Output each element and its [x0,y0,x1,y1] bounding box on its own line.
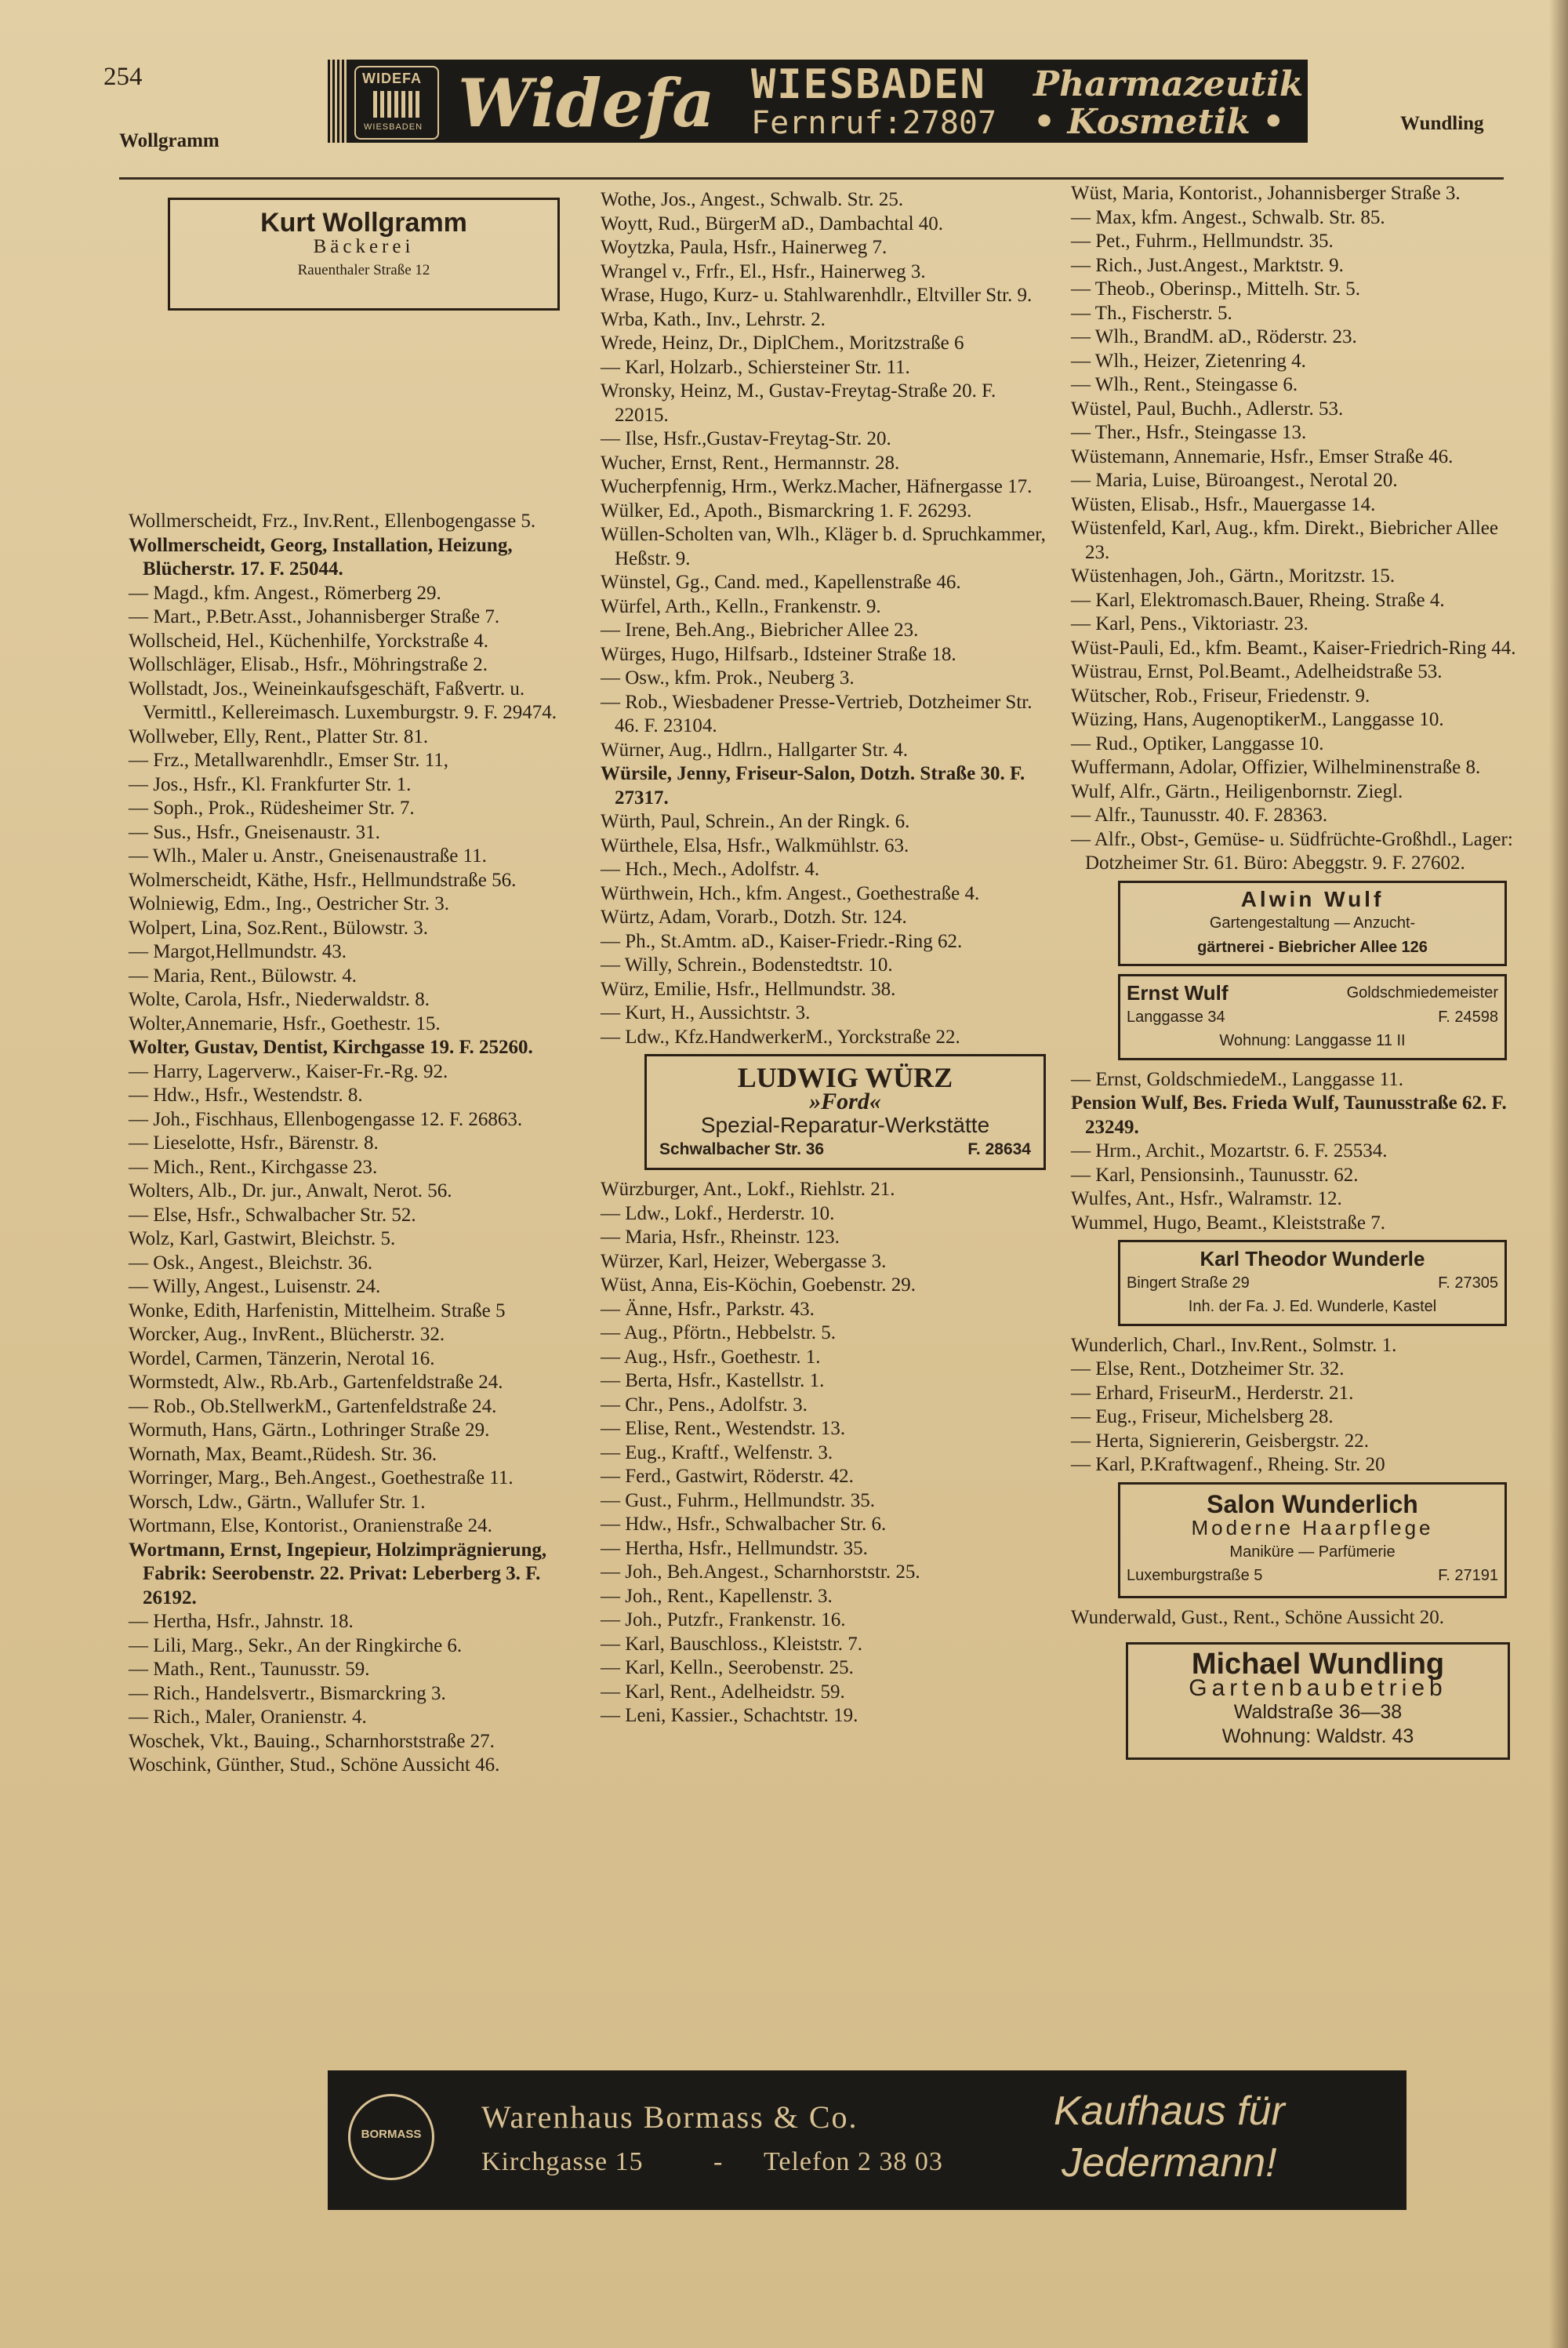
directory-entry: Wrase, Hugo, Kurz- u. Stahlwarenhdlr., Eltviller Str. 9. [601,285,1033,306]
ad-phone: F. 27305 [1438,1274,1498,1292]
ad-address: Rauenthaler Straße 12 [297,262,430,278]
directory-entry: Würfel, Arth., Kelln., Frankenstr. 9. [601,595,881,617]
ad-salon-wunderlich [1118,1482,1507,1598]
directory-entry: Würner, Aug., Hdlrn., Hallgarter Str. 4. [601,739,908,761]
directory-entry: — Joh., Fischhaus, Ellenbogengasse 12. F. 26863. [129,1108,523,1130]
directory-entry: — Leni, Kassier., Schachtstr. 19. [601,1705,858,1726]
directory-entry: Wothe, Jos., Angest., Schwalb. Str. 25. [601,189,904,210]
directory-entry: — Rich., Maler, Oranienstr. 4. [129,1706,367,1728]
directory-entry: Wollstadt, Jos., Weineinkaufsgeschäft, Faßvertr. u. Vermittl., Kellereimasch. Luxemburgstr. 9. F. 29474. [129,678,557,723]
directory-entry: Wortmann, Ernst, Ingepieur, Holzimprägnierung, Fabrik: Seerobenstr. 22. Privat: Leberberg 3. F. 26192. [129,1539,547,1608]
footer-separator: - [713,2147,723,2176]
directory-entry: Pension Wulf, Bes. Frieda Wulf, Taunusstraße 62. F. 23249. [1071,1092,1507,1138]
directory-entry: — Hch., Mech., Adolfstr. 4. [601,859,820,880]
directory-entry: Wolniewig, Edm., Ing., Oestricher Str. 3. [129,893,450,914]
directory-entry: — Joh., Beh.Angest., Scharnhorststr. 25. [601,1561,920,1583]
seal-text: BORMASS [361,2128,422,2141]
ad-trade: Goldschmiedemeister [1346,984,1498,1001]
banner-line1: Pharmazeutik [1033,64,1304,104]
directory-entry: Wolters, Alb., Dr. jur., Anwalt, Nerot. 56. [129,1180,452,1201]
directory-entry: — Karl, Kelln., Seerobenstr. 25. [601,1657,854,1678]
ad-trade: Bäckerei [313,235,415,257]
directory-entry: Wronsky, Heinz, M., Gustav-Freytag-Straße 20. F. 22015. [601,380,996,426]
left-headword: Wollgramm [119,130,220,151]
directory-entry: — Soph., Prok., Rüdesheimer Str. 7. [129,798,415,819]
directory-entry: Wordel, Carmen, Tänzerin, Nerotal 16. [129,1347,435,1369]
column-2 [601,188,1047,1728]
directory-entry: Wulf, Alfr., Gärtn., Heiligenbornstr. Ziegl. [1071,780,1403,802]
ad-line2: gärtnerei - Biebricher Allee 126 [1197,938,1428,956]
directory-entry: Wülker, Ed., Apoth., Bismarckring 1. F. 26293. [601,500,972,522]
directory-entry: — Hrm., Archit., Mozartstr. 6. F. 25534. [1071,1140,1388,1161]
directory-entry: — Joh., Putzfr., Frankenstr. 16. [601,1609,846,1630]
directory-entry: — Hertha, Hsfr., Jahnstr. 18. [129,1611,354,1632]
directory-entry: — Ldw., Kfz.HandwerkerM., Yorckstraße 22. [601,1026,960,1048]
directory-entry: — Wlh., Heizer, Zietenring 4. [1071,350,1306,372]
directory-entry: — Aug., Hsfr., Goethestr. 1. [601,1346,821,1368]
banner-brand: Widefa [458,64,715,142]
directory-entry: — Else, Hsfr., Schwalbacher Str. 52. [129,1204,416,1226]
directory-entry: — Karl, Pensionsinh., Taunusstr. 62. [1071,1164,1359,1186]
directory-entry: Wüsten, Elisab., Hsfr., Mauergasse 14. [1071,493,1376,515]
logo-text: WIDEFA [362,71,422,86]
directory-entry: — Eug., Kraftf., Welfenstr. 3. [601,1441,833,1463]
directory-entry: — Pet., Fuhrm., Hellmundstr. 35. [1071,231,1334,252]
directory-entry: — Karl, Holzarb., Schiersteiner Str. 11. [601,356,910,378]
directory-entry: Würsile, Jenny, Friseur-Salon, Dotzh. Straße 30. F. 27317. [601,763,1025,809]
directory-entry: — Math., Rent., Taunusstr. 59. [129,1659,370,1680]
directory-entry: — Th., Fischerstr. 5. [1071,302,1232,324]
directory-entry: — Hertha, Hsfr., Hellmundstr. 35. [601,1537,868,1559]
directory-entry: — Karl, Elektromasch.Bauer, Rheing. Straße 4. [1071,589,1445,611]
directory-entry: Wormuth, Hans, Gärtn., Lothringer Straße 29. [129,1419,490,1441]
ad-address: Schwalbacher Str. 36 [659,1139,825,1158]
directory-entry: Worringer, Marg., Beh.Angest., Goethestraße 11. [129,1467,514,1488]
ad-title-row [1127,981,1498,1005]
directory-entry: — Rich., Just.Angest., Marktstr. 9. [1071,254,1344,276]
directory-entry: — Ph., St.Amtm. aD., Kaiser-Friedr.-Ring 62. [601,930,963,952]
ad-michael-wundling [1126,1642,1510,1760]
bormass-seal-icon [348,2094,434,2180]
banner-stripes [328,60,348,143]
directory-entry: Wünstel, Gg., Cand. med., Kapellenstraße 46. [601,572,961,593]
entry-list-col3a [1071,182,1518,876]
directory-entry: — Ferd., Gastwirt, Röderstr. 42. [601,1466,854,1487]
directory-entry: — Lieselotte, Hsfr., Bärenstr. 8. [129,1132,379,1154]
directory-entry: Wüstel, Paul, Buchh., Adlerstr. 53. [1071,398,1344,420]
directory-entry: Würzburger, Ant., Lokf., Riehlstr. 21. [601,1179,895,1200]
directory-entry: — Rob., Ob.StellwerkM., Gartenfeldstraße 24. [129,1395,497,1417]
directory-entry: Würthele, Elsa, Hsfr., Walkmühlstr. 63. [601,834,909,856]
directory-entry: — Herta, Signiererin, Geisbergstr. 22. [1071,1430,1370,1452]
directory-entry: Wunderlich, Charl., Inv.Rent., Solmstr. 1. [1071,1334,1397,1356]
directory-entry: Wollmerscheidt, Frz., Inv.Rent., Ellenbogengasse 5. [129,511,536,532]
ad-alwin-wulf [1118,881,1507,967]
ad-contact-row [652,1138,1039,1162]
directory-entry: — Maria, Hsfr., Rheinstr. 123. [601,1227,840,1248]
footer-address: Kirchgasse 15 [481,2147,644,2176]
directory-entry: Wüstenhagen, Joh., Gärtn., Moritzstr. 15. [1071,565,1396,587]
directory-entry: — Osk., Angest., Bleichstr. 36. [129,1252,373,1274]
directory-entry: Wollscheid, Hel., Küchenhilfe, Yorckstraße 4. [129,630,488,652]
right-headword: Wundling [1400,113,1484,134]
ad-phone: F. 24598 [1438,1008,1498,1026]
ad-name: Alwin Wulf [1240,886,1385,911]
directory-entry: Würz, Emilie, Hsfr., Hellmundstr. 38. [601,978,896,1000]
directory-entry: — Ernst, GoldschmiedeM., Langgasse 11. [1071,1068,1403,1090]
directory-entry: — Sus., Hsfr., Gneisenaustr. 31. [129,821,380,843]
directory-entry: — Berta, Hsfr., Kastellstr. 1. [601,1370,825,1391]
bormass-footer-ad [328,2070,1406,2210]
directory-entry: — Hdw., Hsfr., Schwalbacher Str. 6. [601,1514,887,1535]
entry-list-col3c [1071,1334,1518,1477]
directory-entry: Würges, Hugo, Hilfsarb., Idsteiner Straße 18. [601,643,956,665]
column-3 [1071,182,1518,1760]
logo-city: WIESBADEN [364,122,423,132]
ad-ludwig-wuerz [644,1054,1046,1170]
directory-entry: — Ther., Hsfr., Steingasse 13. [1071,422,1307,443]
directory-entry: Worcker, Aug., InvRent., Blücherstr. 32. [129,1324,445,1345]
directory-entry: — Lili, Marg., Sekr., An der Ringkirche 6. [129,1634,463,1656]
directory-entry: Wolz, Karl, Gastwirt, Bleichstr. 5. [129,1228,396,1249]
directory-entry: Wüllen-Scholten van, Wlh., Kläger b. d. Spruchkammer, Heßstr. 9. [601,524,1046,569]
directory-entry: Wrba, Kath., Inv., Lehrstr. 2. [601,308,826,330]
ad-contact-row [1127,1564,1498,1588]
directory-entry: — Ilse, Hsfr.,Gustav-Freytag-Str. 20. [601,428,891,449]
directory-entry: Wonke, Edith, Harfenistin, Mittelheim. Straße 5 [129,1299,506,1321]
directory-entry: Wollmerscheidt, Georg, Installation, Heizung, Blücherstr. 17. F. 25044. [129,534,513,580]
directory-entry: — Wlh., BrandM. aD., Röderstr. 23. [1071,326,1357,347]
entry-list-col3d [1071,1606,1518,1630]
directory-entry: Wollschläger, Elisab., Hsfr., Möhringstraße 2. [129,654,488,675]
ad-contact-row [1127,1271,1498,1296]
footer-name: Warenhaus Bormass & Co. [481,2099,858,2135]
directory-entry: — Else, Rent., Dotzheimer Str. 32. [1071,1358,1345,1379]
ad-phone: F. 28634 [967,1139,1031,1158]
directory-entry: — Elise, Rent., Westendstr. 13. [601,1418,846,1439]
ad-services: Maniküre — Parfümerie [1229,1543,1396,1561]
directory-entry: — Rob., Wiesbadener Presse-Vertrieb, Dotzheimer Str. 46. F. 23104. [601,691,1033,736]
directory-entry: — Eug., Friseur, Michelsberg 28. [1071,1406,1334,1427]
ad-home: Wohnung: Langgasse 11 II [1219,1032,1406,1049]
ad-name: Michael Wundling [1191,1648,1445,1681]
directory-entry: — Theob., Oberinsp., Mittelh. Str. 5. [1071,278,1360,300]
directory-entry: Würzer, Karl, Heizer, Webergasse 3. [601,1250,887,1272]
directory-entry: — Harry, Lagerverw., Kaiser-Fr.-Rg. 92. [129,1060,448,1082]
directory-entry: — Maria, Rent., Bülowstr. 4. [129,965,357,987]
directory-entry: Würthwein, Hch., kfm. Angest., Goethestraße 4. [601,882,980,904]
directory-entry: — Gust., Fuhrm., Hellmundstr. 35. [601,1489,876,1511]
directory-entry: — Maria, Luise, Büroangest., Nerotal 20. [1071,470,1398,491]
directory-entry: — Wlh., Rent., Steingasse 6. [1071,374,1298,395]
directory-entry: Wollweber, Elly, Rent., Platter Str. 81. [129,725,429,747]
directory-entry: Wuffermann, Adolar, Offizier, Wilhelminenstraße 8. [1071,757,1481,778]
directory-entry: Wütscher, Rob., Friseur, Friedenstr. 9. [1071,685,1370,707]
directory-entry: Wrede, Heinz, Dr., DiplChem., Moritzstraße 6 [601,333,964,354]
ad-contact-row [1127,1005,1498,1030]
ad-ernst-wulf [1118,974,1507,1060]
ad-phone: F. 27191 [1438,1567,1498,1584]
directory-entry: Wolpert, Lina, Soz.Rent., Bülowstr. 3. [129,917,428,939]
directory-entry: — Willy, Schrein., Bodenstedtstr. 10. [601,954,893,976]
directory-entry: — Karl, Rent., Adelheidstr. 59. [601,1681,845,1703]
footer-slogan-2: Jedermann! [1062,2140,1277,2186]
ad-line1: Gartengestaltung — Anzucht- [1209,914,1416,932]
footer-slogan-1: Kaufhaus für [1054,2088,1285,2134]
ad-name: Ernst Wulf [1127,981,1229,1005]
directory-entry: — Frz., Metallwarenhdlr., Emser Str. 11, [129,750,449,771]
directory-entry: — Max, kfm. Angest., Schwalb. Str. 85. [1071,206,1385,228]
ad-tagline: Moderne Haarpflege [1191,1516,1434,1539]
directory-entry: — Änne, Hsfr., Parkstr. 43. [601,1298,815,1320]
directory-entry: — Karl, P.Kraftwagenf., Rheing. Str. 20 [1071,1454,1385,1475]
directory-entry: Wüst, Anna, Eis-Köchin, Goebenstr. 29. [601,1274,916,1296]
entry-list-col1 [129,510,583,1778]
directory-entry: Woschek, Vkt., Bauing., Scharnhorststraße 27. [129,1730,495,1752]
directory-entry: — Rich., Handelsvertr., Bismarckring 3. [129,1682,446,1704]
ad-brand: »Ford« [809,1088,881,1114]
entry-list-col2b [601,1178,1047,1728]
page-number: 254 [103,63,143,91]
directory-entry: — Chr., Pens., Adolfstr. 3. [601,1394,808,1416]
directory-entry: — Alfr., Taunusstr. 40. F. 28363. [1071,805,1328,826]
directory-entry: Wüstemann, Annemarie, Hsfr., Emser Straße 46. [1071,445,1454,467]
ad-karl-wunderle [1118,1240,1507,1326]
directory-entry: — Magd., kfm. Angest., Römerberg 29. [129,582,441,604]
ad-address: Langgasse 34 [1127,1008,1225,1026]
directory-entry: Wortmann, Else, Kontorist., Oranienstraße 24. [129,1515,492,1536]
directory-entry: Woytzka, Paula, Hsfr., Hainerweg 7. [601,237,887,258]
directory-entry: Wunderwald, Gust., Rent., Schöne Aussicht 20. [1071,1606,1445,1628]
entry-list-col3b [1071,1068,1518,1236]
directory-entry: Wüzing, Hans, AugenoptikerM., Langgasse 10. [1071,709,1444,730]
directory-entry: — Karl, Pens., Viktoriastr. 23. [1071,613,1308,634]
ad-home: Wohnung: Waldstr. 43 [1221,1725,1414,1747]
ad-owner: Inh. der Fa. J. Ed. Wunderle, Kastel [1188,1298,1437,1315]
directory-entry: — Erhard, FriseurM., Herderstr. 21. [1071,1382,1354,1404]
ad-address: Waldstraße 36—38 [1233,1701,1403,1723]
directory-entry: — Irene, Beh.Ang., Biebricher Allee 23. [601,620,919,641]
ad-address: Luxemburgstraße 5 [1127,1567,1263,1584]
directory-entry: Wüstenfeld, Karl, Aug., kfm. Direkt., Biebricher Allee 23. [1071,518,1498,563]
directory-entry: Woytt, Rud., BürgerM aD., Dambachtal 40. [601,213,944,234]
directory-entry: Würth, Paul, Schrein., An der Ringk. 6. [601,811,910,832]
directory-entry: Wucher, Ernst, Rent., Hermannstr. 28. [601,452,900,474]
directory-entry: — Osw., kfm. Prok., Neuberg 3. [601,667,855,689]
header-rule [119,177,1504,180]
directory-entry: — Alfr., Obst-, Gemüse- u. Südfrüchte-Großhdl., Lager: Dotzheimer Str. 61. Büro: Abeggstr. 9. F. 27602. [1071,828,1513,874]
directory-entry: — Mart., P.Betr.Asst., Johannisberger Straße 7. [129,606,500,627]
directory-entry: Wüst, Maria, Kontorist., Johannisberger Straße 3. [1071,183,1461,204]
ad-trade: Gartenbaubetrieb [1189,1674,1447,1701]
directory-entry: Wrangel v., Frfr., El., Hsfr., Hainerweg 3. [601,260,926,282]
directory-entry: Wolter, Gustav, Dentist, Kirchgasse 19. F. 25260. [129,1037,533,1058]
directory-entry: — Jos., Hsfr., Kl. Frankfurter Str. 1. [129,773,412,795]
entry-list-col2a [601,188,1047,1049]
directory-entry: — Wlh., Maler u. Anstr., Gneisenaustraße 11. [129,845,487,867]
banner-city: WIESBADEN [751,61,986,108]
directory-entry: Wüst-Pauli, Ed., kfm. Beamt., Kaiser-Friedrich-Ring 44. [1071,637,1516,659]
widefa-banner-ad [328,60,1308,143]
directory-entry: Worsch, Ldw., Gärtn., Wallufer Str. 1. [129,1491,426,1513]
directory-entry: Wummel, Hugo, Beamt., Kleiststraße 7. [1071,1212,1386,1234]
directory-entry: — Willy, Angest., Luisenstr. 24. [129,1276,381,1297]
ad-kurt-wollgramm [168,198,560,311]
banner-phone: Fernruf:27807 [751,105,997,141]
directory-entry: — Kurt, H., Aussichtstr. 3. [601,1002,811,1023]
directory-entry: Wormstedt, Alw., Rb.Arb., Gartenfeldstraße 24. [129,1372,503,1393]
directory-entry: Wolte, Carola, Hsfr., Niederwaldstr. 8. [129,989,430,1010]
directory-entry: — Mich., Rent., Kirchgasse 23. [129,1156,378,1178]
directory-entry: — Joh., Rent., Kapellenstr. 3. [601,1585,833,1607]
directory-entry: — Aug., Pförtn., Hebbelstr. 5. [601,1322,836,1343]
ad-name: LUDWIG WÜRZ [737,1062,953,1093]
directory-entry: — Margot,Hellmundstr. 43. [129,941,347,962]
directory-entry: — Ldw., Lokf., Herderstr. 10. [601,1202,835,1224]
banner-line2: • Kosmetik • [1033,102,1285,142]
ad-address: Bingert Straße 29 [1127,1274,1250,1292]
building-icon [373,91,420,118]
footer-phone: Telefon 2 38 03 [764,2147,943,2176]
directory-entry: Wüstrau, Ernst, Pol.Beamt., Adelheidstraße 53. [1071,661,1443,682]
directory-entry: Wucherpfennig, Hrm., Werkz.Macher, Häfnergasse 17. [601,476,1033,497]
widefa-logo-icon [354,66,439,140]
directory-entry: — Karl, Bauschloss., Kleiststr. 7. [601,1633,863,1655]
directory-entry: Wolmerscheidt, Käthe, Hsfr., Hellmundstraße 56. [129,869,517,891]
ad-name: Karl Theodor Wunderle [1200,1247,1425,1270]
directory-entry: — Rud., Optiker, Langgasse 10. [1071,732,1324,754]
directory-entry: Wolter,Annemarie, Hsfr., Goethestr. 15. [129,1012,441,1034]
ad-name: Salon Wunderlich [1207,1489,1418,1518]
directory-entry: Wulfes, Ant., Hsfr., Walramstr. 12. [1071,1188,1342,1209]
directory-entry: Woschink, Günther, Stud., Schöne Aussicht 46. [129,1754,500,1776]
ad-name: Kurt Wollgramm [260,208,467,238]
directory-entry: Wornath, Max, Beamt.,Rüdesh. Str. 36. [129,1443,437,1465]
ad-service: Spezial-Reparatur-Werkstätte [700,1113,990,1137]
directory-entry: — Hdw., Hsfr., Westendstr. 8. [129,1085,363,1106]
directory-entry: Würtz, Adam, Vorarb., Dotzh. Str. 124. [601,907,907,928]
